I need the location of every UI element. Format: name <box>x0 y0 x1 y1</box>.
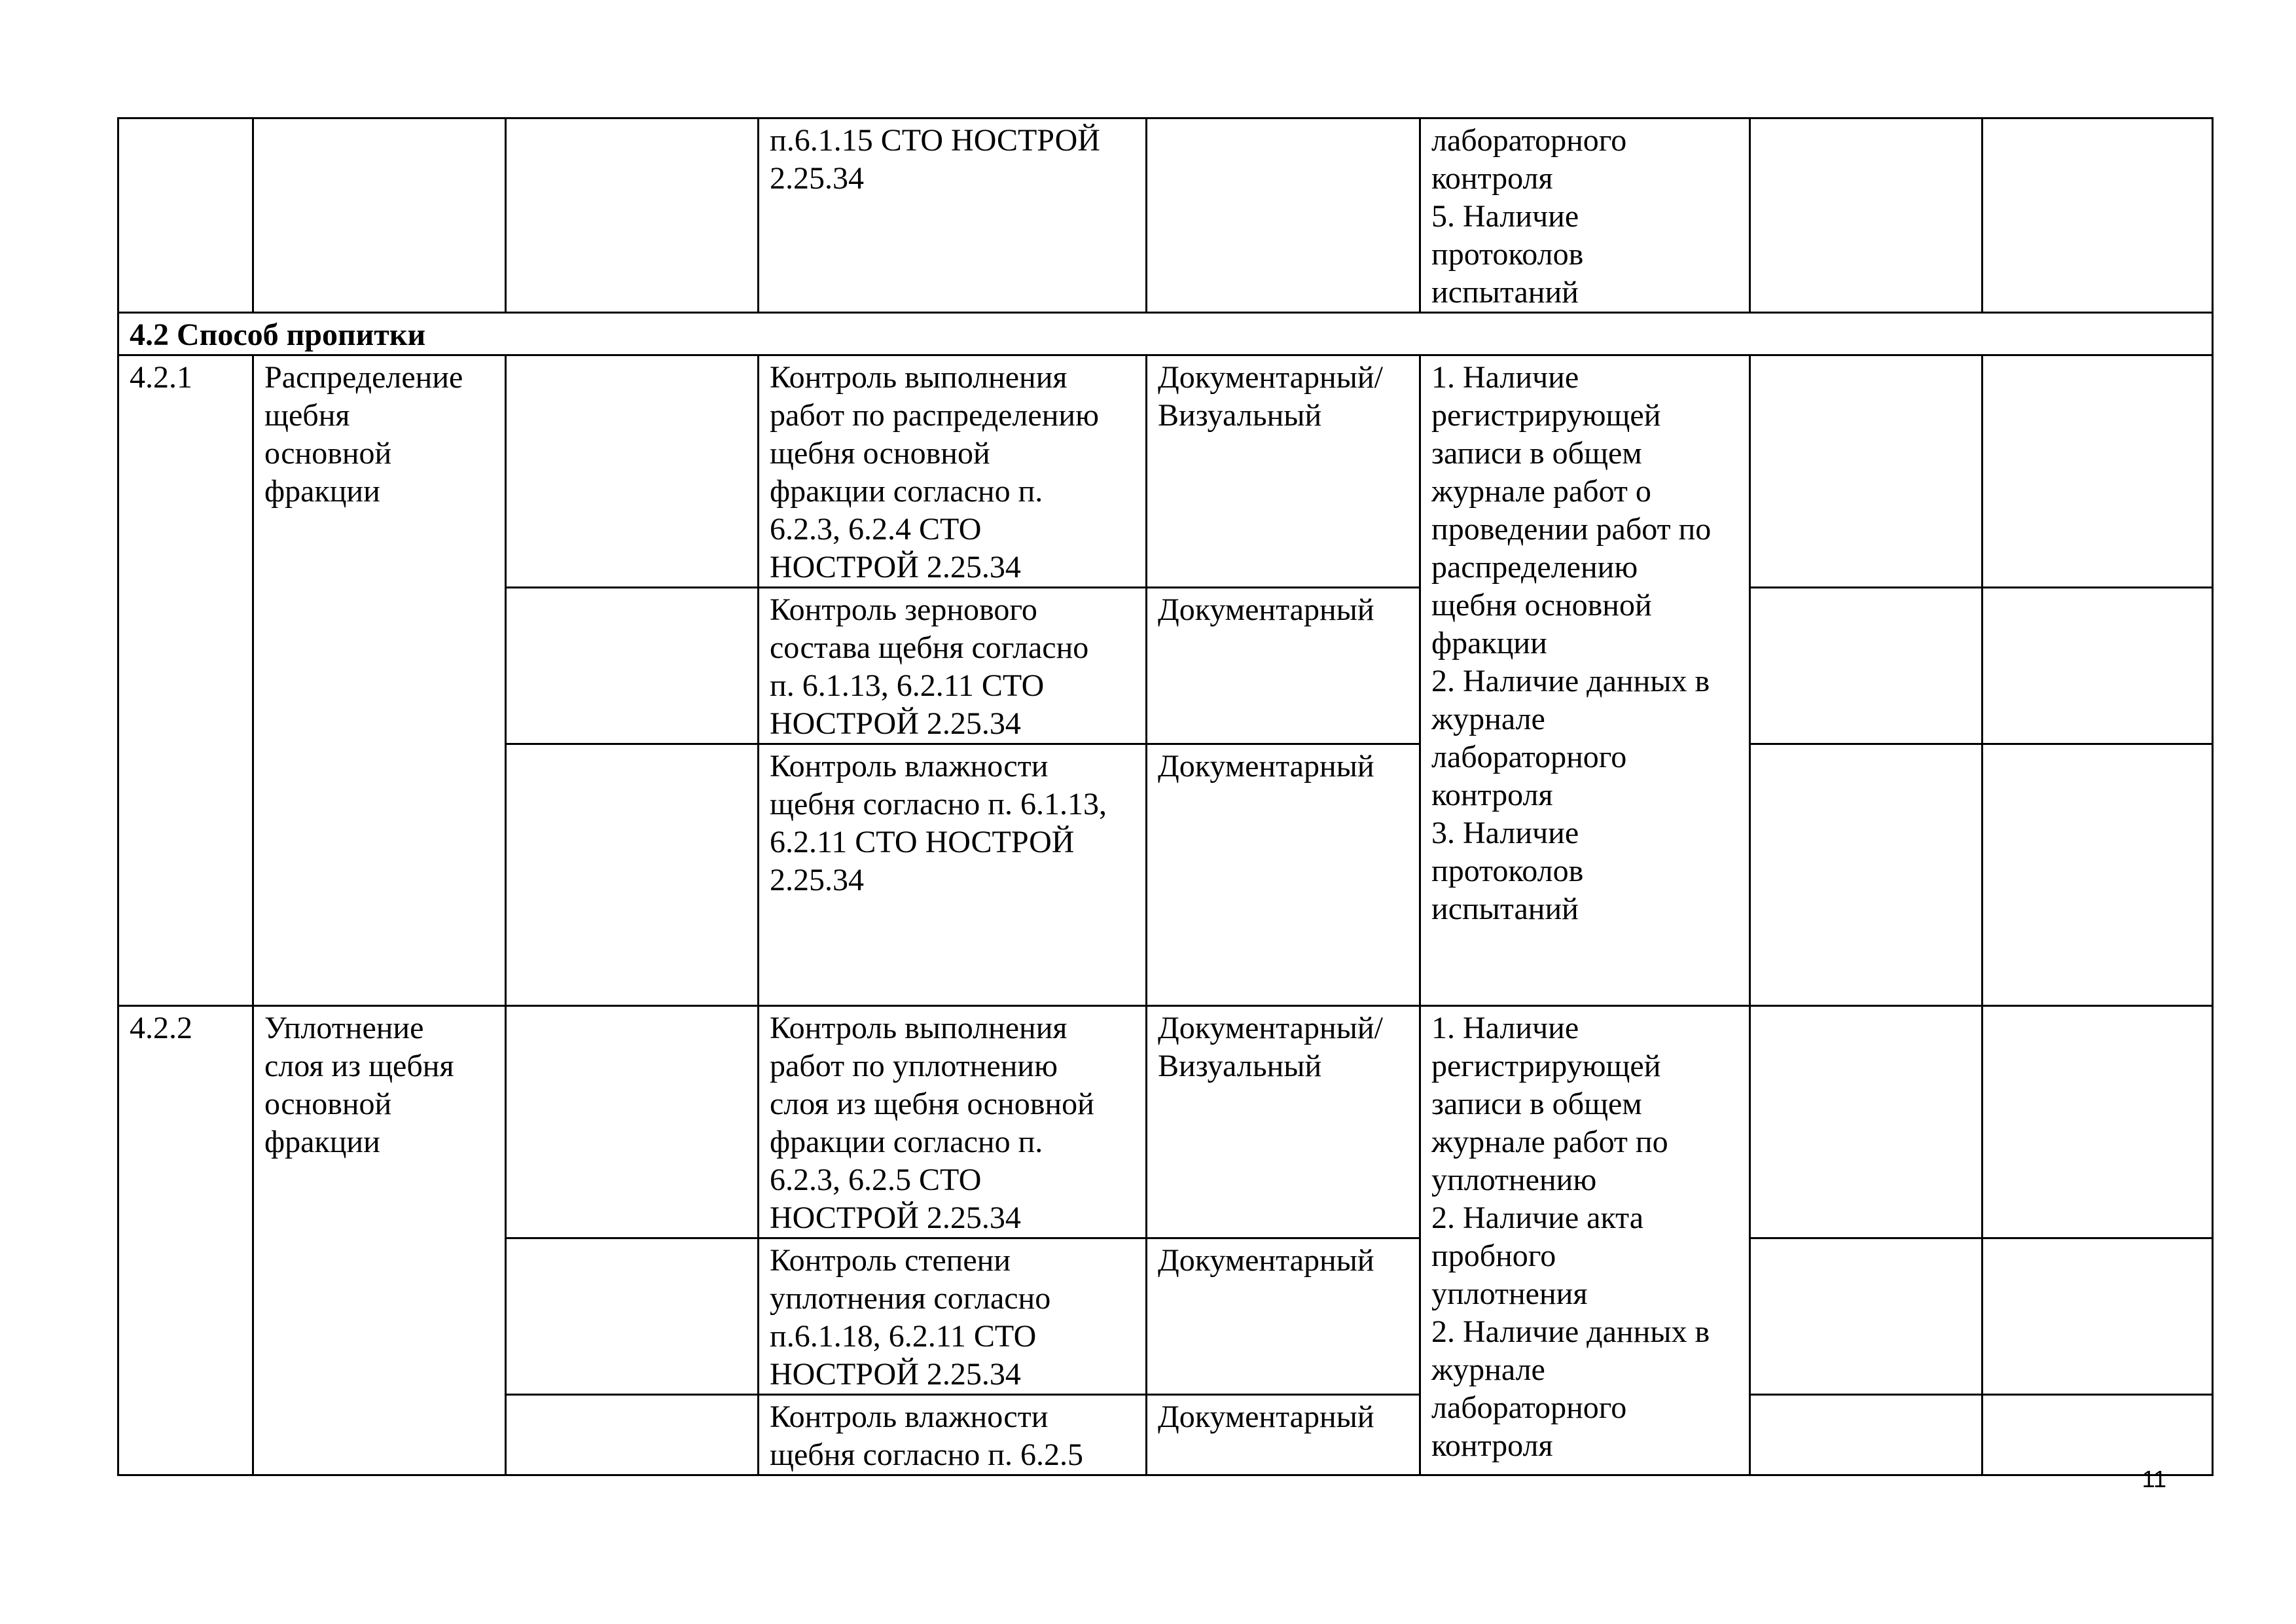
requirement-cell: Контроль выполнения работ по уплотнению слоя из щебня основной фракции согласно п. 6.2.3, 6.2.5 СТО НОСТРОЙ 2.25.34 <box>759 1006 1147 1238</box>
requirement-cell: Контроль зернового состава щебня согласно п. 6.1.13, 6.2.11 СТО НОСТРОЙ 2.25.34 <box>759 588 1147 744</box>
requirement-cell: п.6.1.15 СТО НОСТРОЙ 2.25.34 <box>759 118 1147 313</box>
empty-cell <box>1982 1006 2213 1238</box>
docs-cell: 1. Наличие регистрирующей записи в общем журнале работ о проведении работ по распределению щебня основной фракции 2. Наличие данных в журнале лабораторного контроля 3. Наличие протоколов испытаний <box>1420 355 1750 1006</box>
page-number: 11 <box>2142 1466 2166 1492</box>
empty-cell <box>1982 118 2213 313</box>
empty-cell <box>506 1395 759 1475</box>
method-cell: Документарный <box>1147 1395 1420 1475</box>
method-cell: Документарный <box>1147 744 1420 1006</box>
empty-cell <box>1750 118 1982 313</box>
method-cell: Документарный/ Визуальный <box>1147 1006 1420 1238</box>
empty-cell <box>1982 744 2213 1006</box>
empty-cell <box>506 1006 759 1238</box>
work-name-cell <box>253 118 506 313</box>
empty-cell <box>506 744 759 1006</box>
docs-cell: лабораторного контроля 5. Наличие протоколов испытаний <box>1420 118 1750 313</box>
requirement-cell: Контроль влажности щебня согласно п. 6.2.5 <box>759 1395 1147 1475</box>
empty-cell <box>1982 1395 2213 1475</box>
item-number: 4.2.2 <box>118 1006 253 1475</box>
empty-cell <box>1750 355 1982 588</box>
item-number: 4.2.1 <box>118 355 253 1006</box>
method-cell: Документарный/ Визуальный <box>1147 355 1420 588</box>
empty-cell <box>1750 1006 1982 1238</box>
table-row <box>118 1006 2213 1238</box>
table-row <box>118 118 2213 313</box>
requirement-cell: Контроль влажности щебня согласно п. 6.1.13, 6.2.11 СТО НОСТРОЙ 2.25.34 <box>759 744 1147 1006</box>
empty-cell <box>1750 588 1982 744</box>
requirement-cell: Контроль степени уплотнения согласно п.6.1.18, 6.2.11 СТО НОСТРОЙ 2.25.34 <box>759 1238 1147 1395</box>
method-cell: Документарный <box>1147 588 1420 744</box>
requirement-cell: Контроль выполнения работ по распределению щебня основной фракции согласно п. 6.2.3, 6.2.4 СТО НОСТРОЙ 2.25.34 <box>759 355 1147 588</box>
work-name: Распределение щебня основной фракции <box>253 355 506 1006</box>
empty-cell <box>1750 1395 1982 1475</box>
method-cell <box>1147 118 1420 313</box>
table-row <box>118 355 2213 588</box>
work-name: Уплотнение слоя из щебня основной фракции <box>253 1006 506 1475</box>
section-header-row <box>118 313 2213 355</box>
empty-cell <box>1982 588 2213 744</box>
control-table <box>117 117 2214 1476</box>
empty-cell <box>506 588 759 744</box>
empty-cell <box>1982 1238 2213 1395</box>
empty-cell <box>1982 355 2213 588</box>
empty-cell <box>1750 744 1982 1006</box>
number-cell <box>118 118 253 313</box>
method-cell: Документарный <box>1147 1238 1420 1395</box>
empty-cell <box>506 355 759 588</box>
section-header: 4.2 Способ пропитки <box>118 313 2213 355</box>
docs-cell: 1. Наличие регистрирующей записи в общем журнале работ по уплотнению 2. Наличие акта пробного уплотнения 2. Наличие данных в журнале лабораторного контроля <box>1420 1006 1750 1475</box>
empty-cell <box>1750 1238 1982 1395</box>
empty-cell <box>506 118 759 313</box>
empty-cell <box>506 1238 759 1395</box>
